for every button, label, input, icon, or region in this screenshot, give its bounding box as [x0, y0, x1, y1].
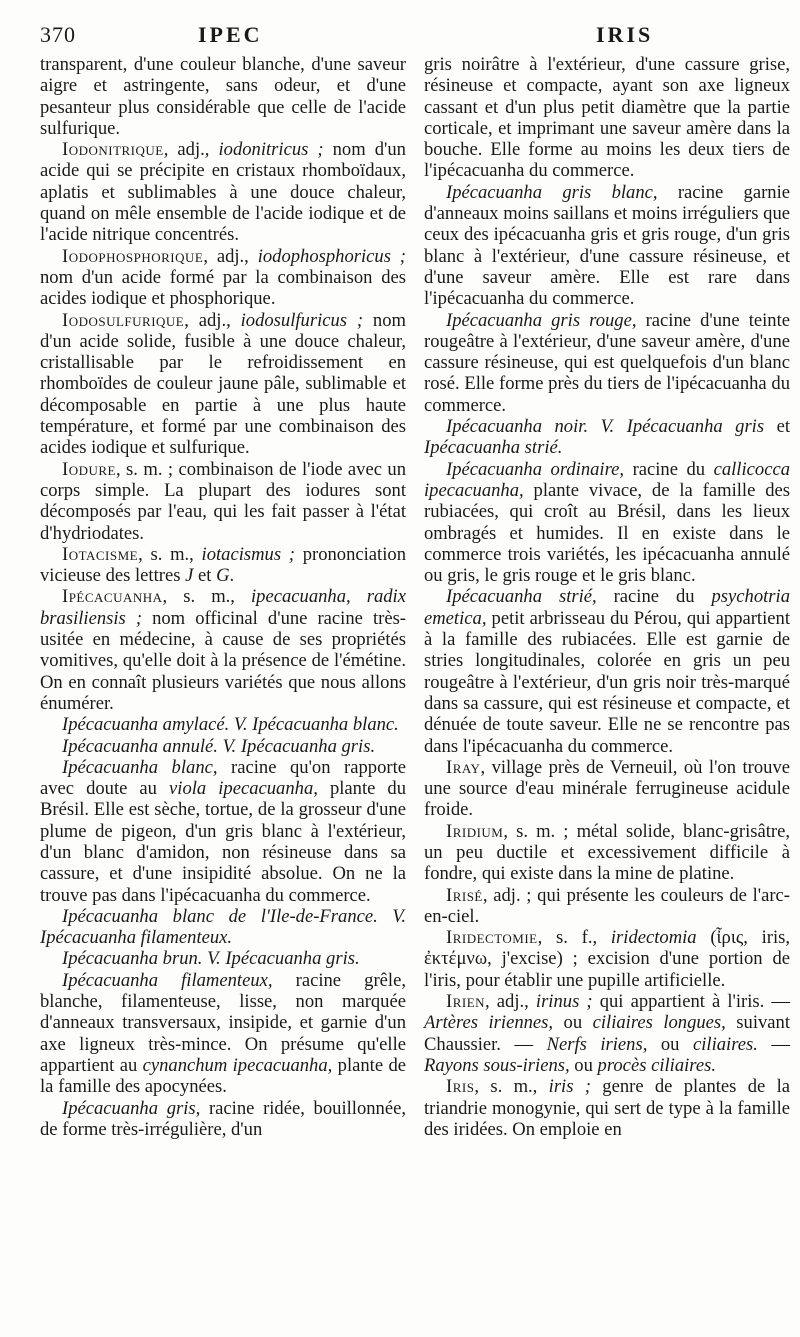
italic-text: ciliaires longues,: [592, 1012, 726, 1034]
page-header: [40, 22, 780, 52]
entry-text: , s. m. ; combinaison de l'iode avec un corps simple. La plupart des iodures sont décomposés par l'eau, qui les fait passer à l'état d'hydriodates.: [40, 458, 406, 544]
italic-text: G: [216, 565, 230, 587]
page-number: 370: [40, 22, 76, 47]
dictionary-entry: [424, 310, 790, 416]
running-head-right: IRIS: [596, 22, 654, 47]
dictionary-entry: [40, 1098, 406, 1141]
entry-text: plante vivace, de la famille des rubiacées, qui croît au Brésil, dans les lieux ombragés et humides. Il en existe dans le commerce trois variétés, les ipécacuanha annulé ou gris, le gris rouge et le gris blanc.: [424, 479, 790, 587]
entry-text: ou: [569, 1054, 598, 1076]
italic-text: Ipécacuanha blanc de l'Ile-de-France. V. Ipécacuanha filamenteux.: [40, 905, 406, 949]
dictionary-entry: [40, 970, 406, 1098]
italic-text: Ipécacuanha brun. V. Ipécacuanha gris.: [62, 948, 360, 970]
dictionary-entry: [424, 182, 790, 310]
italic-text: psychotria emetica,: [424, 586, 790, 629]
entry-headword: Iridectomie: [446, 927, 538, 949]
italic-text: irinus ;: [535, 991, 593, 1013]
italic-text: Ipécacuanha blanc,: [62, 756, 218, 778]
entry-text: , village près de Verneuil, où l'on trouve une source d'eau minérale ferrugineuse acidule froide.: [424, 756, 790, 821]
entry-headword: Ipécacuanha: [62, 586, 163, 608]
entry-text: (ἶρις, iris, ἐκτέμνω, j'excise) ; excision d'une portion de l'iris, pour établir une pupille artificielle.: [424, 927, 790, 991]
entry-headword: Irisé: [446, 884, 483, 906]
dictionary-entry: [424, 757, 790, 821]
dictionary-entry: [424, 1076, 790, 1140]
dictionary-entry: [424, 416, 790, 459]
entry-headword: Iotacisme: [62, 543, 139, 565]
italic-text: Ipécacuanha ordinaire,: [446, 458, 625, 480]
entry-text: nom d'un acide qui se précipite en cristaux rhomboïdaux, aplatis et sublimables à une douce chaleur, quand on mêle ensemble de l'acide iodique et de l'acide nitrique concentrés.: [40, 139, 406, 246]
entry-text: , adj.,: [163, 139, 219, 161]
entry-headword: Iodure: [62, 458, 116, 480]
italic-text: Ipécacuanha gris,: [62, 1097, 201, 1119]
dictionary-entry: [424, 54, 790, 182]
italic-text: Ipécacuanha gris rouge,: [446, 309, 637, 331]
entry-text: , s. m. ; métal solide, blanc-grisâtre, un peu ductile et excessivement difficile à fondre, qui existe dans la mine de platine.: [424, 820, 790, 885]
entry-text: racine garnie d'anneaux moins saillans et moins irréguliers que ceux des ipécacuanha gris et gris rouge, d'un gris blanc à l'extérieur, d'une cassure résineuse, et d'une saveur amère. Elle est rare dans l'ipécacuanha du commerce.: [424, 181, 791, 310]
entry-text: ou: [553, 1012, 593, 1034]
dictionary-entry: [40, 246, 406, 310]
entry-text: plante de la famille des apocynées.: [40, 1054, 406, 1098]
dictionary-entry: [40, 54, 406, 139]
italic-text: iris ;: [548, 1076, 591, 1098]
entry-text: nom d'un acide solide, fusible à une douce chaleur, cristallisable par le refroidissement en rhomboïdes de couleur jaune pâle, sublimable et décomposable en partie à une plus haute température, et formé par une combinaison des acides iodique et sulfurique.: [40, 309, 406, 459]
entry-text: racine du: [624, 458, 714, 480]
dictionary-entry: [40, 906, 406, 949]
entry-text: .: [229, 565, 235, 587]
entry-headword: Iodosulfurique: [62, 309, 185, 331]
dictionary-entry: [424, 821, 790, 885]
running-head-left: IPEC: [198, 22, 263, 47]
dictionary-entry: [40, 544, 406, 587]
italic-text: Ipécacuanha gris blanc,: [446, 181, 658, 203]
entry-text: gris noirâtre à l'extérieur, d'une cassure grise, résineuse et compacte, ayant son axe ligneux cassant et d'un plus petit diamètre que la partie corticale, et imprimant une saveur amère dans la bouche. Elle forme au moins les deux tiers de l'ipécacuanha du commerce.: [424, 54, 790, 182]
entry-text: suivant Chaussier. —: [424, 1012, 791, 1055]
entry-text: qui appartient à l'iris. —: [592, 991, 790, 1013]
entry-text: , adj.,: [485, 991, 536, 1013]
dictionary-entry: [424, 586, 790, 756]
italic-text: callicocca ipecacuanha,: [424, 458, 790, 501]
dictionary-entry: [40, 714, 406, 735]
italic-text: Ipécacuanha strié,: [446, 586, 597, 608]
entry-text: petit arbrisseau du Pérou, qui appartient à la famille des rubiacées. Elle est garnie de stries longitudinales, colorée en gris un peu rougeâtre à l'extérieur, d'un gris noir très-marqué dans sa cassure, qui est résineuse et compacte, et dénuée de toute saveur. Elle ne se rencontre pas dans l'ipécacuanha du commerce.: [424, 607, 790, 757]
entry-text: genre de plantes de la triandrie monogynie, qui sert de type à la famille des iridées. On emploie en: [424, 1076, 790, 1140]
entry-text: racine grêle, blanche, filamenteuse, lisse, non marquée d'anneaux transversaux, insipide, et garnie d'un axe ligneux très-mince. On présume qu'elle appartient au: [40, 969, 406, 1076]
entry-headword: Iodophosphorique: [62, 245, 204, 267]
italic-text: iodosulfuricus ;: [240, 309, 364, 331]
entry-text: racine qu'on rapporte avec doute au: [40, 756, 406, 800]
entry-headword: Iray: [446, 756, 481, 778]
entry-text: prononciation vicieuse des lettres: [40, 543, 406, 587]
italic-text: Artères iriennes,: [424, 1012, 554, 1034]
dictionary-entry: [40, 736, 406, 757]
entry-text: racine d'une teinte rougeâtre à l'extérieur, d'une saveur amère, d'une cassure résineuse, qui est quelquefois d'un blanc rosé. Elle forme près du tiers de l'ipécacuanha du commerce.: [424, 309, 790, 416]
italic-text: iotacismus ;: [201, 543, 295, 565]
dictionary-entry: [40, 948, 406, 969]
dictionary-entry: [424, 991, 790, 1076]
dictionary-entry: [40, 139, 406, 245]
dictionary-entry: [424, 885, 790, 928]
italic-text: iridectomia: [610, 927, 697, 949]
entry-text: et: [764, 416, 790, 438]
entry-headword: Iris: [446, 1076, 475, 1098]
italic-text: iodophosphoricus ;: [257, 245, 406, 267]
italic-text: Ipécacuanha strié.: [424, 437, 563, 459]
italic-text: viola ipecacuanha,: [169, 778, 318, 800]
dictionary-entry: [40, 310, 406, 459]
entry-headword: Iridium: [446, 820, 504, 842]
entry-text: transparent, d'une couleur blanche, d'une saveur aigre et astringente, sans odeur, et d'une pesanteur plus considérable que celle de l'acide sulfurique.: [40, 54, 406, 139]
entry-text: et: [193, 565, 217, 587]
italic-text: Ipécacuanha noir. V. Ipécacuanha gris: [446, 416, 765, 438]
dictionary-entry: [40, 459, 406, 544]
italic-text: procès ciliaires.: [597, 1054, 716, 1076]
entry-text: , s. m.,: [162, 586, 252, 608]
right-column: [424, 54, 790, 1140]
italic-text: Ipécacuanha annulé. V. Ipécacuanha gris.: [62, 735, 376, 757]
entry-text: —: [757, 1033, 790, 1055]
entry-headword: Irien: [446, 991, 486, 1013]
entry-text: , adj.,: [203, 245, 258, 267]
dictionary-entry: [424, 927, 790, 991]
entry-text: , s. f.,: [537, 927, 611, 949]
italic-text: ciliaires.: [692, 1033, 758, 1055]
entry-text: , s. m.,: [138, 543, 202, 565]
entry-text: racine ridée, bouillonnée, de forme très-irrégulière, d'un: [40, 1097, 406, 1140]
dictionary-entry: [424, 459, 790, 587]
entry-text: nom officinal d'une racine très-usitée en médecine, à cause de ses propriétés vomitives, qu'elle doit à la présence de l'émétine. On en connaît plusieurs variétés que nous allons énumérer.: [40, 607, 407, 714]
italic-text: Ipécacuanha filamenteux,: [62, 969, 273, 991]
entry-text: , s. m.,: [474, 1076, 549, 1098]
entry-text: , adj. ; qui présente les couleurs de l'arc-en-ciel.: [424, 884, 790, 927]
entry-text: plante du Brésil. Elle est sèche, tortue, de la grosseur d'une plume de pigeon, d'un gris blanc à l'extérieur, d'un blanc d'amidon, non résineuse dans sa cassure, et d'une insipidité absolue. On ne la trouve pas dans l'ipécacuanha du commerce.: [40, 778, 406, 906]
italic-text: cynanchum ipecacuanha,: [142, 1054, 333, 1076]
italic-text: Rayons sous-iriens,: [424, 1054, 570, 1076]
italic-text: ipecacuanha, radix brasiliensis ;: [40, 586, 406, 629]
entry-text: racine du: [596, 586, 712, 608]
entry-headword: Iodonitrique: [62, 139, 164, 161]
dictionary-entry: [40, 757, 406, 906]
entry-text: ou: [647, 1033, 693, 1055]
italic-text: Ipécacuanha amylacé. V. Ipécacuanha blanc.: [62, 714, 399, 736]
italic-text: J: [185, 565, 194, 587]
italic-text: Nerfs iriens,: [546, 1033, 648, 1055]
entry-text: , adj.,: [184, 309, 241, 331]
italic-text: iodonitricus ;: [218, 139, 324, 161]
left-column: [40, 54, 406, 1140]
dictionary-entry: [40, 586, 406, 714]
entry-text: nom d'un acide formé par la combinaison des acides iodique et phosphorique.: [40, 266, 406, 310]
